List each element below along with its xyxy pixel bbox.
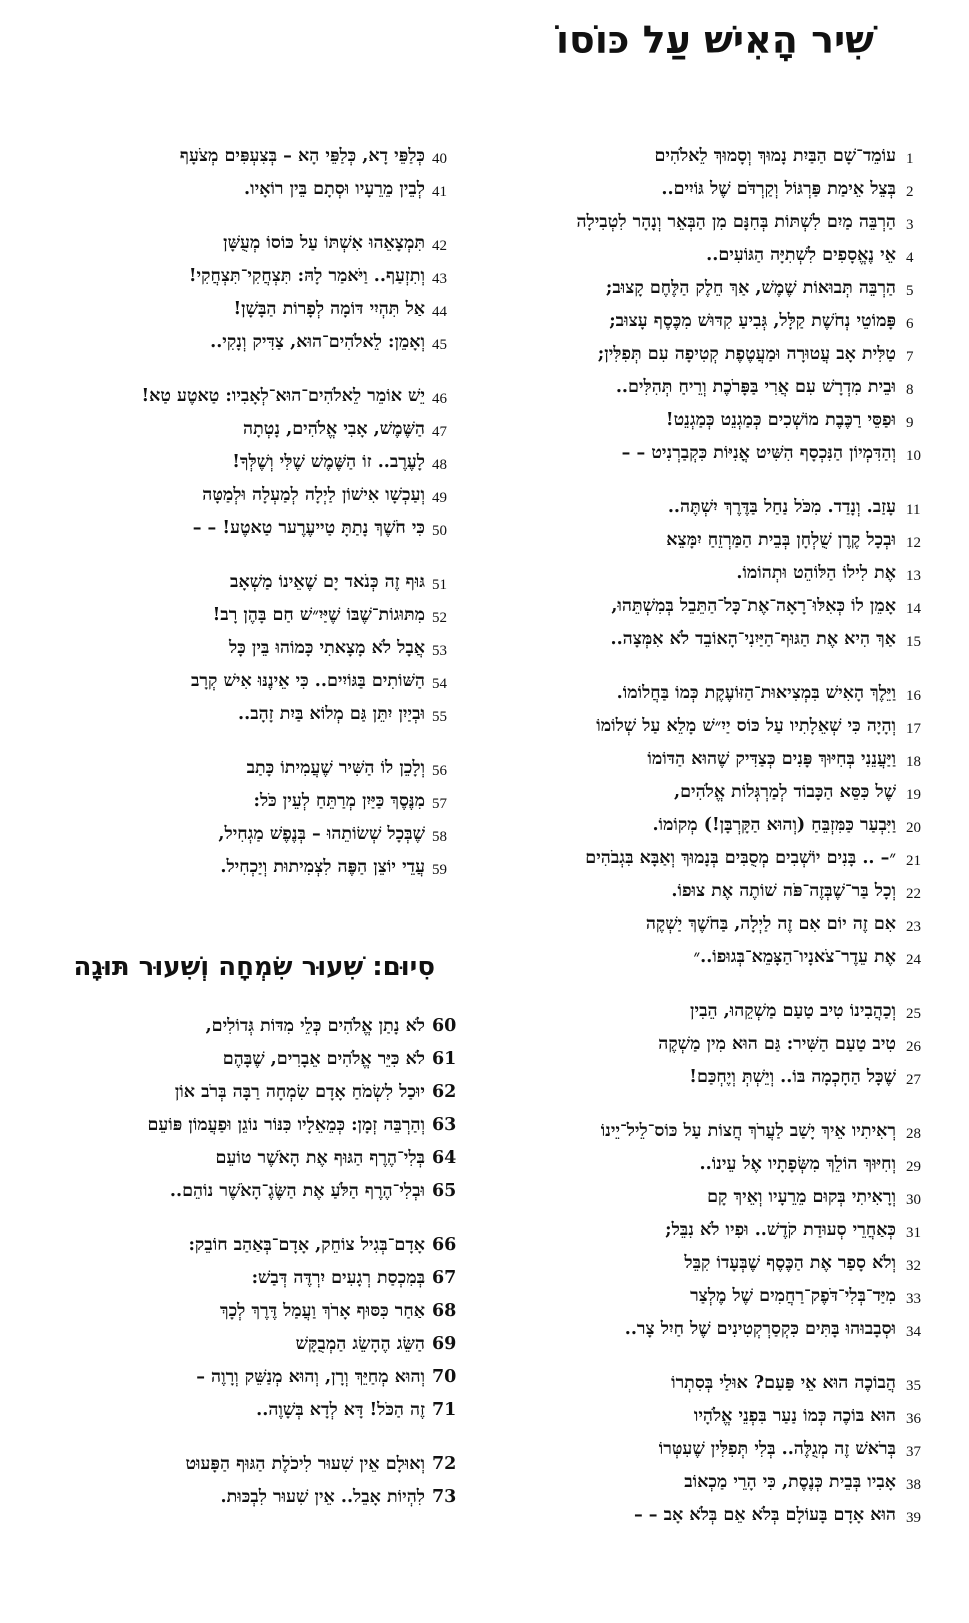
- poem-line: [500, 1367, 940, 1400]
- line-number: 60: [432, 1016, 457, 1036]
- line-text: יֵשׁ אוֹמֵר לֵאלֹהִים־הוּא־לְאָבִיו: טַאטֶע טַא!: [141, 386, 425, 406]
- line-text: בְּלִי־הֶרֶף הַגּוּף אֶת הָאֹשֶׁר טוֹעֵם: [215, 1148, 425, 1168]
- line-text: תִּמְצָאֵהוּ אִשְׁתּוֹ עַל כּוֹסוֹ מְעֻשָּׁן: [223, 233, 425, 253]
- poem-line: [500, 1181, 940, 1214]
- line-text: שֶׁכָּל הַחָכְמָה בּוֹ.. וְיֵשְׁתְּ וְיֶחְכַּם!: [689, 1067, 896, 1087]
- line-text: הַרְבֵּה מַיִם לִשְׁתּוֹת בְּחִנָּם מִן הַבְּאֵר וְנָהָר לִטְבִילָה: [576, 212, 896, 232]
- stanza: [500, 995, 940, 1094]
- line-text: מִתּוּגוֹת־שֶׁבּוֹ שֶׁיַּיִ״שׁ חַם בָּהֶן רָב!: [212, 605, 425, 625]
- poem-line: [40, 785, 455, 818]
- line-text: אַךְ הִיא אֶת הַגּוּף־הַיַּיִנִי־הָאוֹבֵד לֹא אִמְּצָה..: [610, 629, 896, 649]
- poem-line: [40, 1481, 455, 1514]
- line-number: 31: [906, 1225, 921, 1241]
- line-text: וְהַדִּמְיוֹן הַנִּכְסָף הִשִּׁיט אֳנִיּוֹת כִּקְבַרְנִיט – –: [621, 443, 896, 463]
- line-number: 12: [906, 535, 921, 551]
- line-number: 18: [906, 754, 921, 770]
- stanza: [500, 677, 940, 974]
- line-number: 59: [432, 862, 447, 878]
- line-text: וְלֹא סָפַר אֶת הַכֶּסֶף שֶׁבְּעָדוֹ קִבֵּל: [684, 1253, 896, 1273]
- line-number: 56: [432, 763, 447, 779]
- line-number: 8: [906, 382, 914, 398]
- poem-line: [40, 1175, 455, 1208]
- poem-line: [500, 1061, 940, 1094]
- poem-line: [500, 743, 940, 776]
- poem-line: [40, 380, 455, 413]
- line-number: 29: [906, 1159, 921, 1175]
- line-number: 5: [906, 283, 914, 299]
- line-text: הַשֶּׁמֶשׁ, אָבִי אֱלֹהִים, נָטְתָה: [243, 419, 425, 439]
- poem-line: [500, 140, 940, 173]
- line-text: וְכָל בַּר־שֶׁבְּזֶה־פֹּה שׁוֹתֶה אֶת צוּפוֹ.: [671, 881, 896, 901]
- poem-line: [500, 524, 940, 557]
- line-number: 35: [906, 1378, 921, 1394]
- line-number: 45: [432, 337, 447, 353]
- line-number: 37: [906, 1444, 921, 1460]
- line-number: 28: [906, 1126, 921, 1142]
- line-number: 64: [432, 1148, 457, 1168]
- line-text: וְהוּא מְחַיֵּךְ וְרָן, וְהוּא מְנַשֵּׁק וְרָוֶה –: [196, 1367, 425, 1387]
- poem-line: [500, 557, 940, 590]
- poem-line: [500, 941, 940, 974]
- poem-line: [500, 305, 940, 338]
- poem-line: [40, 479, 455, 512]
- line-number: 51: [432, 577, 447, 593]
- line-text: טַלִּית אָב עֲטוּרָה וּמַעֲטֶפֶת קְטִיפָה עִם תְּפִלִּין;: [597, 344, 896, 364]
- line-text: וְחִיּוּךְ הוֹלֵךְ מִשְּׂפָתָיו אֶל עֵינוֹ..: [699, 1154, 896, 1174]
- line-text: אָמֵן לוֹ כְּאִלּוּ־רָאָה־אֶת־כָּל־הַתֵּבֵל בְּמִשְׁתֵּהוּ,: [611, 596, 896, 616]
- poem-line: [40, 1361, 455, 1394]
- line-number: 13: [906, 568, 921, 584]
- poem-line: [500, 206, 940, 239]
- poem-line: [40, 1229, 455, 1262]
- line-text: בְּרֹאשׁ זֶה מְגֻלֶּה.. בְּלִי תְּפִלִּין שֶׁעִטְּרוֹ: [658, 1439, 896, 1459]
- poem-line: [500, 1433, 940, 1466]
- poem-line: [500, 710, 940, 743]
- poem-line: [40, 260, 455, 293]
- line-text: וַיַּעֲנֵנִי בְּחִיּוּךְ פָּנִים כְּצַדִּיק שֶׁהוּא הַדּוֹמוֹ: [647, 749, 896, 769]
- poem-line: [500, 623, 940, 656]
- poem-line: [500, 371, 940, 404]
- line-number: 68: [432, 1301, 457, 1321]
- ending-column: [40, 1010, 455, 1514]
- line-number: 11: [906, 502, 921, 518]
- line-number: 70: [432, 1367, 457, 1387]
- line-text: הֲבוֹכֶה הוּא אֵי פַּעַם? אוּלַי בְּסִתְרוֹ: [671, 1373, 896, 1393]
- line-number: 72: [432, 1454, 457, 1474]
- line-number: 26: [906, 1039, 921, 1055]
- line-text: אֵי נֶאֱסָפִים לִשְׁתִיָּה הַגּוֹעִים..: [706, 245, 896, 265]
- line-text: וּסְבָבוּהוּ בָּתִּים כִּקְסַרְקְטִינִים שֶׁל חַיִל צָר..: [624, 1319, 896, 1339]
- poem-line: [40, 1448, 455, 1481]
- poem-line: [500, 1466, 940, 1499]
- line-text: שֶׁבְּכָל שְׁשׂוֹתֵהוּ – בְּנֶפֶשׁ מַגְחִיל,: [218, 824, 425, 844]
- poem-line: [500, 404, 940, 437]
- line-number: 52: [432, 610, 447, 626]
- stanza: [40, 752, 455, 884]
- poem-line: [40, 173, 455, 206]
- line-text: וַיִּבְעַר כַּמִּזְבֵּחַ (וְהוּא הַקָּרְבָּן!) מְקוֹמוֹ.: [652, 815, 896, 835]
- line-text: וְכַהֲבִינוֹ טִיב טַעַם מַשְׁקֵהוּ, הֵבִין: [690, 1001, 896, 1021]
- line-text: וּפַסֵּי רַכֶּבֶת מוֹשְׁכִים כְּמַגְנֵט כְּמַגְנֵט!: [665, 410, 896, 430]
- line-text: אַחַר כִּסּוּף אָרֹךְ וַעֲמַל דֶּרֶךְ לְכָךְ: [219, 1301, 425, 1321]
- line-number: 23: [906, 919, 921, 935]
- line-number: 61: [432, 1049, 457, 1069]
- line-text: הַשֵּׂג הֶהָשֵׂג הַמְבֻקָּשׁ: [295, 1334, 425, 1354]
- line-text: אֶת לִילוֹ הַלּוֹהֵט וּתְהוֹמוֹ.: [736, 563, 896, 583]
- poem-line: [40, 512, 455, 545]
- line-text: מִיַּד־בְּלִי־דֹּפֶק־רַחֲמִים שֶׁל מֶלְצַר: [690, 1286, 896, 1306]
- poem-line: [40, 293, 455, 326]
- line-text: וּבְיַיִן יִתֵּן גַּם מְלוֹא בַּיִת זָהָב..: [238, 704, 425, 724]
- line-text: גּוּף זֶה כְּנֹאד יָם שֶׁאֵינוֹ מַשְׁאָב: [230, 572, 425, 592]
- line-number: 63: [432, 1115, 457, 1135]
- line-text: ״– .. בָּנִים יוֹשְׁבִים מְסֻבִּים בְּנָמוּךְ וְאַבָּא בִּגְבֹהִים: [585, 848, 896, 868]
- poem-line: [500, 677, 940, 710]
- poem-line: [500, 1028, 940, 1061]
- line-text: רְאִיתִיו אֵיךְ יָשַׁב לַעֲרֹךְ חֲצוֹת עַל כּוֹס־לֵיל־יֵינוֹ: [600, 1121, 896, 1141]
- line-number: 66: [432, 1235, 457, 1255]
- line-text: וְאָמֵן: לֵאלֹהִים־הוּא, צַדִּיק וְנָקִי..: [210, 332, 425, 352]
- poem-line: [40, 698, 455, 731]
- line-number: 27: [906, 1072, 921, 1088]
- line-text: וְהָיָה כִּי שְׁאֵלָתִיו עַל כּוֹס יַיִ״שׁ מָלֵא עַל שְׁלוֹמוֹ: [596, 716, 896, 736]
- line-number: 53: [432, 643, 447, 659]
- line-number: 15: [906, 634, 921, 650]
- poem-line: [40, 140, 455, 173]
- poem-line: [40, 1394, 455, 1427]
- poem-line: [40, 665, 455, 698]
- stanza: [500, 1367, 940, 1532]
- poem-line: [40, 413, 455, 446]
- line-number: 55: [432, 709, 447, 725]
- line-text: מִנֶּסֶךְ כַּיַּיִן מְרַתֵּחַ לְעֵין כֹּל:: [253, 791, 425, 811]
- line-text: בְּמִכְסַת רְגָעִים יִרְדֶּה דְּבַשׁ:: [251, 1268, 425, 1288]
- line-text: וּבְכָל קֶרֶן שֻׁלְחָן בְּבֵית הַמַּרְזֵחַ יִמָּצֵא: [666, 530, 896, 550]
- poem-line: [40, 1262, 455, 1295]
- stanza: [500, 1115, 940, 1346]
- line-number: 71: [432, 1400, 457, 1420]
- poem-line: [500, 272, 940, 305]
- line-text: שֶׁל כִּסֵּא הַכָּבוֹד לְמַרְגְּלוֹת אֱלֹהִים,: [674, 782, 896, 802]
- line-text: עָזַב. וְנָדַד. מִכֹּל נַחַל בַּדֶּרֶךְ יִשְׁתֶּה..: [667, 497, 896, 517]
- right-column: [500, 140, 940, 1532]
- left-column: [40, 140, 455, 884]
- poem-line: [500, 338, 940, 371]
- poem-line: [500, 1148, 940, 1181]
- line-text: לְבֵין מֵרֵעָיו וּסְתָם בֵּין רוֹאָיו.: [244, 179, 425, 199]
- line-number: 49: [432, 490, 447, 506]
- poem-line: [40, 227, 455, 260]
- line-text: כְּלַפֵּי דָא, כְּלַפֵּי הָא – בְּצִעְפִּים מְצֹעָף: [179, 146, 425, 166]
- line-number: 41: [432, 184, 447, 200]
- stanza: [40, 227, 455, 359]
- poem-line: [500, 995, 940, 1028]
- line-number: 47: [432, 424, 447, 440]
- line-text: וּבֵית מִדְרָשׁ עִם אֲרִי בַּפָּרֹכֶת וְרֵיחַ תְּהִלִּים..: [615, 377, 896, 397]
- line-text: זֶה הַכֹּל! דָּא לְדָא בְּשָׁוֶה..: [256, 1400, 425, 1420]
- poem-line: [40, 1109, 455, 1142]
- line-number: 6: [906, 316, 914, 332]
- line-number: 48: [432, 457, 447, 473]
- line-number: 65: [432, 1181, 457, 1201]
- line-number: 33: [906, 1291, 921, 1307]
- line-text: וּבְלִי־הֶרֶף הַלֹּעַ אֶת הַשֶּׂגֶ־הָאֹשֶׁר נוֹהֵם..: [169, 1181, 425, 1201]
- line-number: 34: [906, 1324, 921, 1340]
- line-text: טִיב טַעַם הַשִּׁיר: גַּם הוּא מִין מַשְׁקֶה: [658, 1034, 896, 1054]
- line-number: 69: [432, 1334, 457, 1354]
- line-number: 16: [906, 688, 921, 704]
- stanza: [40, 380, 455, 545]
- poem-title: שִׁיר הָאִישׁ עַל כּוֹסוֹ: [555, 18, 874, 62]
- line-number: 44: [432, 304, 447, 320]
- line-text: הוּא אָדָם בָּעוֹלָם בְּלֹא אֵם בְּלֹא אָב – –: [633, 1505, 896, 1525]
- stanza: [40, 1010, 455, 1208]
- line-number: 40: [432, 151, 447, 167]
- line-text: עֲדֵי יוֹצֵן הַפֶּה לִצְמִיתוּת וְיַכְחִיל.: [220, 857, 425, 877]
- line-text: אִם זֶה יוֹם אִם זֶה לַיְלָה, בַּחֹשֶׁךְ יַשְׁקֶה: [645, 914, 896, 934]
- stanza: [40, 140, 455, 206]
- line-number: 3: [906, 217, 914, 233]
- line-number: 46: [432, 391, 447, 407]
- poem-line: [40, 818, 455, 851]
- line-text: וְרָאִיתִי בְּקוּם מֵרֵעָיו וְאֵיךְ קָם: [707, 1187, 896, 1207]
- stanza: [500, 140, 940, 470]
- line-number: 25: [906, 1006, 921, 1022]
- stanza: [40, 1229, 455, 1427]
- line-text: אָדָם־בְּגִיל צוֹחֵק, אָדָם־בְּאַהַב חוֹבֵק:: [188, 1235, 425, 1255]
- poem-line: [500, 1115, 940, 1148]
- poem-line: [40, 446, 455, 479]
- line-number: 4: [906, 250, 914, 266]
- line-text: יוּכַל לִשְׂמֹחַ אָדָם שִׂמְחָה רַבָּה בְּרֹב אוֹן: [174, 1082, 425, 1102]
- line-number: 24: [906, 952, 921, 968]
- line-text: אֲבָל לֹא מָצָאתִי כָּמוֹהוּ בֵּין כָּל: [229, 638, 425, 658]
- poem-line: [500, 1247, 940, 1280]
- line-text: כְּאַחֲרֵי סְעוּדַת קֹדֶשׁ.. וּפִיו לֹא נִבֵּל;: [665, 1220, 896, 1240]
- ending-title: סִיוּם: שִׁעוּר שִׂמְחָה וְשִׁעוּר תּוּגָה: [73, 952, 435, 982]
- poem-line: [500, 776, 940, 809]
- poem-line: [500, 809, 940, 842]
- poem-line: [40, 1076, 455, 1109]
- poem-line: [40, 1010, 455, 1043]
- line-number: 20: [906, 820, 921, 836]
- line-number: 50: [432, 523, 447, 539]
- line-text: אֶת עֵדֶר־צֹאנָיו־הַצָּמֵא־בְּגוּפוֹ..״: [693, 947, 896, 967]
- line-text: וְלָכֵן לוֹ הַשִּׁיר שֶׁעֲמִיתוֹ כָּתַב: [246, 758, 425, 778]
- poem-line: [500, 173, 940, 206]
- poem-line: [500, 1214, 940, 1247]
- line-text: וְתִזְעַף.. וַיֹּאמַר לָהּ: תִּצְחֲקִי־תִּצְחֲקִי!: [188, 266, 425, 286]
- poem-line: [40, 1043, 455, 1076]
- line-number: 39: [906, 1510, 921, 1526]
- poem-line: [500, 239, 940, 272]
- line-number: 17: [906, 721, 921, 737]
- stanza: [500, 491, 940, 656]
- poem-line: [40, 851, 455, 884]
- line-text: אָבִיו בְּבֵית כְּנֶסֶת, כִּי הָרֵי מַכְאוֹב: [684, 1472, 896, 1492]
- line-number: 62: [432, 1082, 457, 1102]
- line-number: 54: [432, 676, 447, 692]
- poem-line: [500, 590, 940, 623]
- line-text: לֹא נָתַן אֱלֹהִים כְּלֵי מִדּוֹת גְּדוֹלִים,: [205, 1016, 425, 1036]
- line-number: 1: [906, 151, 914, 167]
- poem-line: [500, 437, 940, 470]
- line-text: עוֹמֵד־שָׁם הַבַּיִת נָמוּךְ וְסָמוּךְ לֵאלֹהִים: [654, 146, 896, 166]
- line-text: אַל תִּהְיִי דּוֹמָה לְפָרוֹת הַבָּשָׁן!: [233, 299, 425, 319]
- poem-line: [40, 632, 455, 665]
- line-text: כִּי חֹשֶׁךְ נָתַתָּ טַייעֶרֶער טַאטֶע! – –: [192, 518, 425, 538]
- poem-line: [500, 875, 940, 908]
- poem-line: [500, 908, 940, 941]
- line-number: 7: [906, 349, 914, 365]
- poem-line: [40, 1328, 455, 1361]
- line-text: וְעַכְשָׁו אִישׁוֹן לַיְלָה לְמַעְלָה וּלְמַטָּה: [202, 485, 425, 505]
- line-number: 43: [432, 271, 447, 287]
- line-text: לִהְיוֹת אָבֵל.. אֵין שִׁעוּר לִבְכּוּת.: [220, 1487, 425, 1507]
- line-number: 38: [906, 1477, 921, 1493]
- poem-line: [500, 1280, 940, 1313]
- poem-line: [40, 599, 455, 632]
- line-text: וְהַרְבֵּה זְמָן: כְּמֵאֵלָיו כִּנּוֹר נוֹגֵן וּפַעֲמוֹן פּוֹעֵם: [147, 1115, 425, 1135]
- line-text: פָּמוֹטֵי נְחֹשֶׁת קַלָּל, גְּבִיעַ קִדּוּשׁ מִכֶּסֶף עָצוּב;: [609, 311, 896, 331]
- poem-line: [500, 1400, 940, 1433]
- poem-line: [40, 326, 455, 359]
- poem-line: [40, 1295, 455, 1328]
- stanza: [40, 1448, 455, 1514]
- line-number: 32: [906, 1258, 921, 1274]
- line-number: 2: [906, 184, 914, 200]
- line-text: לָעֶרֶב.. זוֹ הַשֶּׁמֶשׁ שֶׁלִּי וְשֶׁלְּךָ!: [232, 452, 425, 472]
- poem-line: [500, 1313, 940, 1346]
- line-number: 30: [906, 1192, 921, 1208]
- line-number: 73: [432, 1487, 457, 1507]
- line-text: בְּצֵל אֵימַת פַּרְגּוֹל וְקַרְדֹּם שֶׁל גּוֹיִים..: [661, 179, 896, 199]
- line-number: 57: [432, 796, 447, 812]
- line-text: וַיֵּלֶךְ הָאִישׁ בִּמְצִיאוּת־הַזּוֹעֶקֶת כְּמוֹ בַּחֲלוֹמוֹ.: [616, 683, 896, 703]
- poem-line: [500, 1499, 940, 1532]
- line-number: 14: [906, 601, 921, 617]
- line-number: 67: [432, 1268, 457, 1288]
- line-number: 42: [432, 238, 447, 254]
- poem-line: [40, 1142, 455, 1175]
- poem-line: [500, 842, 940, 875]
- line-number: 58: [432, 829, 447, 845]
- line-text: לֹא כִּיֵּר אֱלֹהִים אֵבָרִים, שֶׁבָּהֶם: [222, 1049, 425, 1069]
- line-text: הַשּׁוֹתִים בַּגּוֹיִים.. כִּי אֵינֶנּוּ אִישׁ קְרָב: [191, 671, 425, 691]
- line-text: וְאוּלָם אֵין שִׁעוּר לִיכֹלֶת הַגּוּף הַפָּעוּט: [185, 1454, 425, 1474]
- poem-line: [40, 566, 455, 599]
- poem-line: [500, 491, 940, 524]
- line-number: 21: [906, 853, 921, 869]
- line-number: 9: [906, 415, 914, 431]
- line-number: 19: [906, 787, 921, 803]
- line-number: 22: [906, 886, 921, 902]
- poem-line: [40, 752, 455, 785]
- line-text: הַרְבֵּה תְּבוּאוֹת שֶׁמֶשׁ, אַךְ חֵלֶק הַלֶּחֶם קָצוּב;: [605, 278, 896, 298]
- line-number: 36: [906, 1411, 921, 1427]
- line-number: 10: [906, 448, 921, 464]
- line-text: הוּא בּוֹכֶה כְּמוֹ נַעַר בִּפְנֵי אֱלֹהָיו: [693, 1406, 896, 1426]
- stanza: [40, 566, 455, 731]
